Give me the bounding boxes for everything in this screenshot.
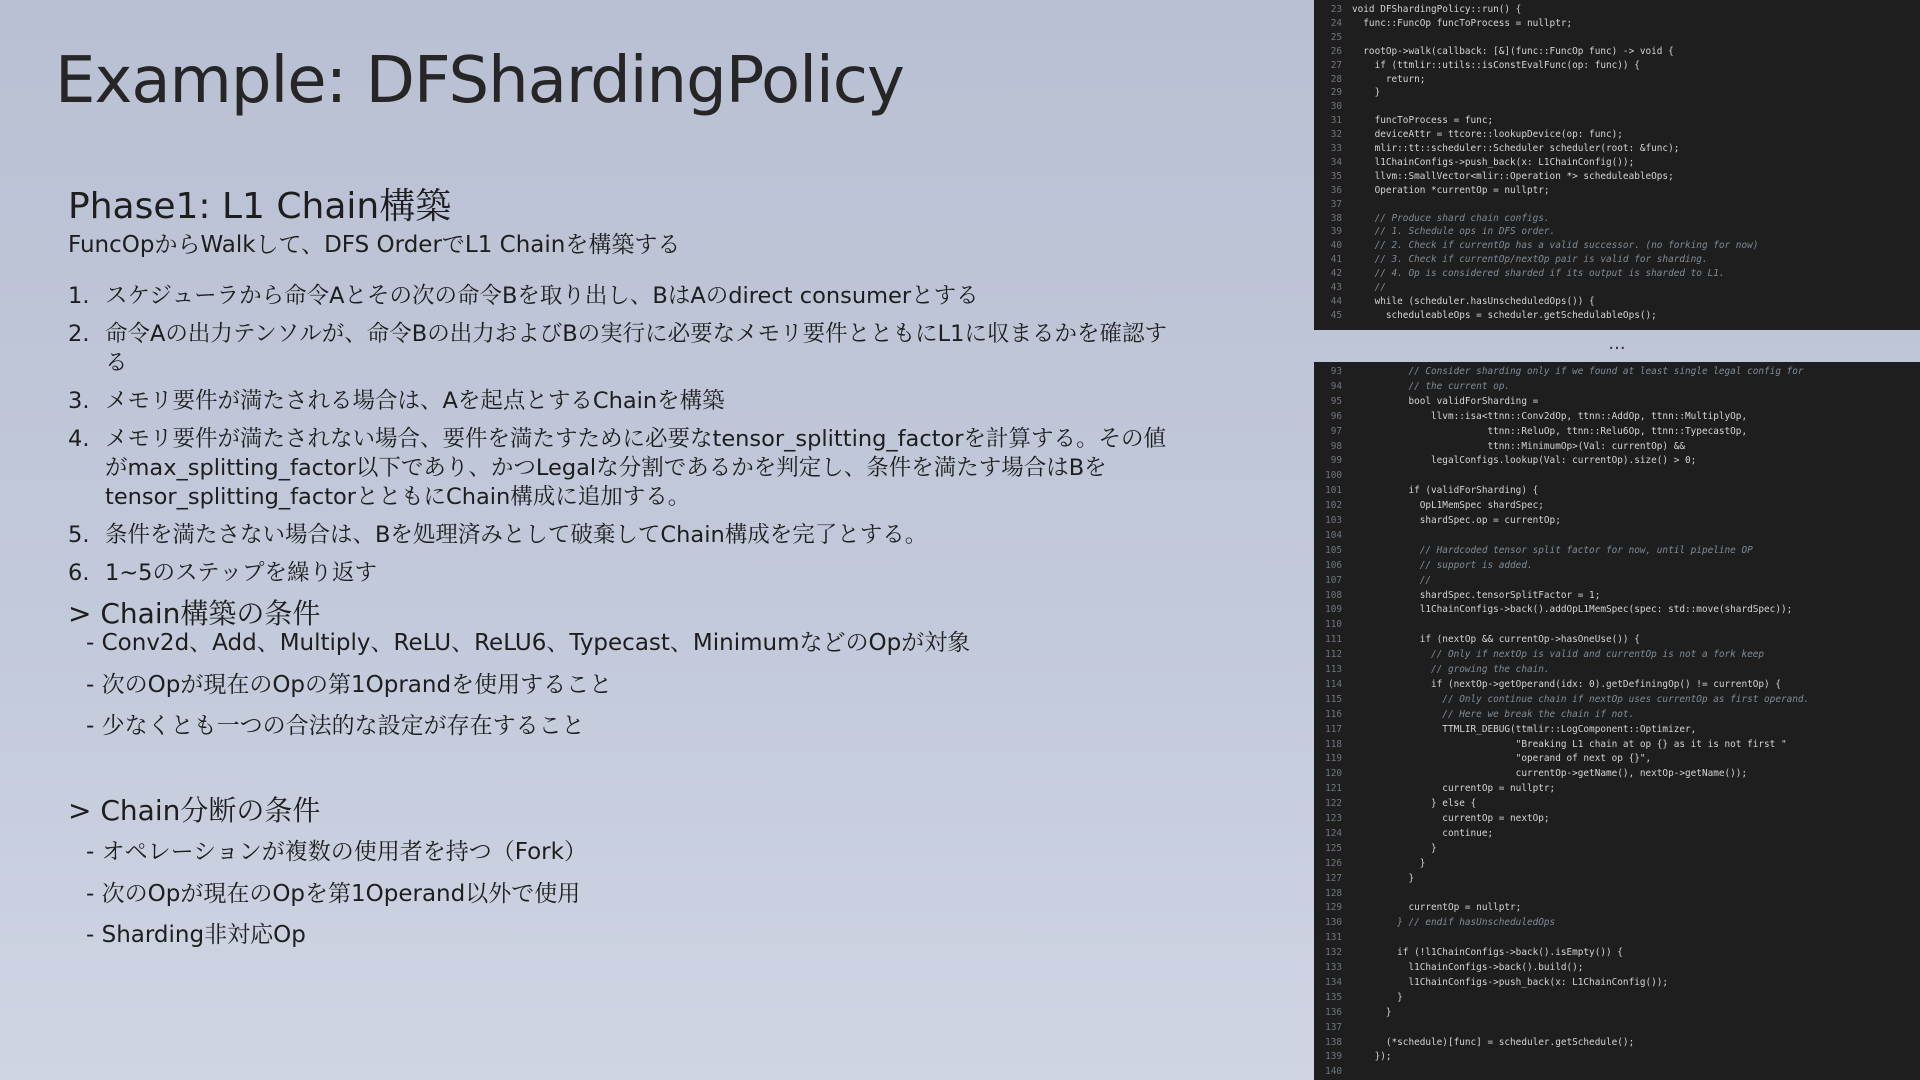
code-text: Operation *currentOp = nullptr; — [1352, 184, 1550, 196]
line-number: 44 — [1330, 295, 1342, 307]
line-number: 124 — [1325, 827, 1342, 839]
line-number: 138 — [1325, 1036, 1342, 1048]
code-line — [1314, 381, 1510, 392]
code-text: // 3. Check if currentOp/nextOp pair is valid for sharding. — [1352, 254, 1708, 266]
line-number: 113 — [1325, 664, 1342, 675]
line-number: 125 — [1325, 842, 1342, 854]
line-number: 94 — [1330, 380, 1342, 392]
code-line — [1314, 515, 1561, 526]
code-text: "operand of next op {}", — [1352, 753, 1652, 765]
code-text: mlir::tt::scheduler::Scheduler scheduler(root: &func); — [1352, 143, 1680, 154]
code-line — [1314, 590, 1600, 601]
code-line — [1314, 604, 1792, 615]
build-condition-item: - Conv2d、Add、Multiply、ReLU、ReLU6、Typecast、MinimumなどのOpが対象 — [86, 630, 971, 656]
code-text: if (ttmlir::utils::isConstEvalFunc(op: func)) { — [1352, 59, 1640, 71]
code-line — [1314, 858, 1425, 869]
code-line — [1314, 619, 1352, 630]
step-text: 命令Aの出力テンソルが、命令Bの出力およびBの実行に必要なメモリ要件とともにL1に収まるかを確認する — [105, 321, 1167, 376]
line-number: 98 — [1330, 440, 1342, 452]
line-number: 43 — [1330, 282, 1342, 293]
code-text: } — [1352, 1006, 1392, 1018]
code-text: (*schedule)[func] = scheduler.getSchedule(); — [1352, 1036, 1635, 1048]
line-number: 28 — [1330, 73, 1342, 85]
line-number: 112 — [1325, 649, 1342, 661]
break-condition-item: - 次のOpが現在のOpを第1Operand以外で使用 — [86, 880, 581, 907]
line-number: 97 — [1330, 425, 1342, 437]
break-condition-item: - Sharding非対応Op — [86, 922, 306, 948]
line-number: 108 — [1325, 589, 1342, 601]
line-number: 99 — [1330, 455, 1342, 467]
code-line — [1314, 199, 1352, 210]
line-number: 131 — [1325, 932, 1342, 944]
code-line — [1314, 4, 1521, 15]
code-line — [1314, 143, 1679, 154]
build-conditions-heading: > Chain構築の条件 — [68, 597, 321, 630]
line-number: 110 — [1325, 619, 1342, 631]
code-line — [1314, 87, 1380, 98]
line-number: 135 — [1325, 991, 1342, 1003]
line-number: 30 — [1330, 101, 1342, 113]
line-number: 116 — [1325, 708, 1342, 720]
build-condition-item: - 次のOpが現在のOpの第1Oprandを使用すること — [86, 671, 613, 698]
line-number: 24 — [1330, 17, 1342, 29]
code-line — [1314, 455, 1696, 466]
step-text: 1~5のステップを繰り返す — [105, 560, 378, 586]
break-conditions-list — [86, 832, 587, 957]
code-line — [1314, 282, 1386, 293]
line-number: 101 — [1325, 485, 1342, 497]
code-text: }); — [1352, 1051, 1392, 1063]
phase-heading: Phase1: L1 Chain構築 — [68, 186, 452, 227]
code-text: if (nextOp && currentOp->hasOneUse()) { — [1352, 634, 1640, 646]
code-line — [1314, 470, 1352, 481]
line-number: 42 — [1330, 268, 1342, 280]
code-line — [1314, 240, 1758, 251]
code-line — [1314, 101, 1352, 112]
code-text: OpL1MemSpec shardSpec; — [1352, 500, 1544, 512]
step-item — [68, 521, 1188, 550]
code-text: deviceAttr = ttcore::lookupDevice(op: func); — [1352, 129, 1623, 141]
code-line — [1314, 32, 1352, 43]
code-text: } — [1352, 842, 1437, 854]
line-number: 126 — [1325, 857, 1342, 869]
code-line — [1314, 694, 1809, 705]
code-text: // growing the chain. — [1352, 664, 1550, 675]
line-number: 38 — [1330, 212, 1342, 224]
line-number: 134 — [1325, 976, 1342, 988]
code-text: // Hardcoded tensor split factor for now, until pipeline OP — [1352, 544, 1753, 556]
line-number: 41 — [1330, 254, 1342, 266]
code-text: if (nextOp->getOperand(idx: 0).getDefiningOp() != currentOp) { — [1352, 678, 1781, 690]
code-text: bool validForSharding = — [1352, 395, 1539, 407]
code-text: } — [1352, 87, 1381, 99]
code-text: // Consider sharding only if we found at least single legal config for — [1352, 366, 1804, 377]
build-conditions-list — [86, 623, 970, 748]
code-text: ttnn::ReluOp, ttnn::Relu6Op, ttnn::TypecastOp, — [1352, 425, 1748, 437]
line-number: 107 — [1325, 574, 1342, 586]
code-text: // Only continue chain if nextOp uses currentOp as first operand. — [1352, 693, 1810, 705]
line-number: 36 — [1330, 184, 1342, 196]
step-number: 1. — [68, 283, 90, 309]
code-line — [1314, 888, 1352, 899]
code-line — [1314, 962, 1583, 973]
code-line — [1314, 560, 1533, 571]
code-line — [1314, 843, 1437, 854]
code-line — [1314, 441, 1685, 452]
code-ellipsis: ... — [1608, 333, 1626, 354]
code-text: "Breaking L1 chain at op {} as it is not first " — [1352, 738, 1787, 750]
code-line — [1314, 426, 1747, 437]
code-line — [1314, 46, 1674, 57]
code-line — [1314, 310, 1657, 321]
code-line — [1314, 530, 1352, 541]
code-text: currentOp = nextOp; — [1352, 813, 1550, 824]
step-item — [68, 282, 1188, 311]
line-number: 105 — [1325, 544, 1342, 556]
code-text: } — [1352, 872, 1415, 884]
code-line — [1314, 724, 1696, 735]
line-number: 35 — [1330, 170, 1342, 182]
code-line — [1314, 226, 1555, 237]
line-number: 133 — [1325, 962, 1342, 973]
code-line — [1314, 679, 1781, 690]
code-line — [1314, 649, 1764, 660]
code-text: } — [1352, 991, 1403, 1003]
line-number: 104 — [1325, 529, 1342, 541]
line-number: 132 — [1325, 947, 1342, 959]
line-number: 102 — [1325, 500, 1342, 512]
code-line — [1314, 813, 1550, 824]
line-number: 37 — [1330, 198, 1342, 210]
code-line — [1314, 977, 1668, 988]
line-number: 122 — [1325, 798, 1342, 810]
code-line — [1314, 709, 1634, 720]
code-line — [1314, 485, 1538, 496]
step-item — [68, 425, 1188, 512]
step-text: スケジューラから命令Aとその次の命令Bを取り出し、BはAのdirect consumerとする — [105, 283, 979, 309]
line-number: 106 — [1325, 559, 1342, 571]
code-text: funcToProcess = func; — [1352, 115, 1494, 127]
code-line — [1314, 545, 1753, 556]
code-line — [1314, 768, 1747, 779]
code-line — [1314, 396, 1538, 407]
line-number: 111 — [1325, 634, 1342, 646]
code-text: TTMLIR_DEBUG(ttmlir::LogComponent::Optimizer, — [1352, 723, 1697, 735]
code-text: } else { — [1352, 798, 1477, 810]
code-line — [1314, 783, 1555, 794]
code-line — [1314, 115, 1493, 126]
line-number: 109 — [1325, 604, 1342, 616]
code-text: if (validForSharding) { — [1352, 485, 1539, 497]
code-text: // 4. Op is considered sharded if its output is sharded to L1. — [1352, 268, 1725, 280]
code-line — [1314, 74, 1425, 85]
line-number: 117 — [1325, 723, 1342, 735]
line-number: 33 — [1330, 143, 1342, 154]
line-number: 120 — [1325, 768, 1342, 780]
line-number: 128 — [1325, 887, 1342, 899]
line-number: 114 — [1325, 678, 1342, 690]
code-text: currentOp = nullptr; — [1352, 902, 1522, 914]
line-number: 129 — [1325, 902, 1342, 914]
line-number: 45 — [1330, 309, 1342, 321]
code-text: rootOp->walk(callback: [&](func::FuncOp func) -> void { — [1352, 45, 1674, 57]
code-text: ttnn::MinimumOp>(Val: currentOp) && — [1352, 440, 1686, 452]
code-text: l1ChainConfigs->back().addOpL1MemSpec(spec: std::move(shardSpec)); — [1352, 604, 1793, 616]
code-line — [1314, 60, 1640, 71]
step-text: メモリ要件が満たされる場合は、Aを起点とするChainを構築 — [105, 388, 725, 414]
line-number: 119 — [1325, 753, 1342, 765]
code-text: // Produce shard chain configs. — [1352, 212, 1550, 224]
code-line — [1314, 575, 1431, 586]
line-number: 95 — [1330, 395, 1342, 407]
code-text: llvm::SmallVector<mlir::Operation *> scheduleableOps; — [1352, 170, 1674, 182]
code-line — [1314, 1051, 1392, 1062]
code-text: } — [1352, 857, 1426, 869]
code-text: l1ChainConfigs->push_back(x: L1ChainConfig()); — [1352, 976, 1669, 988]
line-number: 25 — [1330, 31, 1342, 43]
code-line — [1314, 129, 1623, 140]
step-text: 条件を満たさない場合は、Bを処理済みとして破棄してChain構成を完了とする。 — [105, 522, 928, 548]
code-line — [1314, 902, 1521, 913]
line-number: 27 — [1330, 59, 1342, 71]
line-number: 103 — [1325, 515, 1342, 526]
code-line — [1314, 254, 1708, 265]
step-item — [68, 559, 1188, 588]
step-number: 3. — [68, 388, 90, 414]
line-number: 40 — [1330, 240, 1342, 252]
code-line — [1314, 798, 1476, 809]
code-text: continue; — [1352, 827, 1494, 839]
code-line — [1314, 1037, 1634, 1048]
line-number: 96 — [1330, 410, 1342, 422]
code-text: return; — [1352, 73, 1426, 85]
code-text: currentOp = nullptr; — [1352, 783, 1556, 795]
code-text: l1ChainConfigs->back().build(); — [1352, 962, 1584, 973]
line-number: 26 — [1330, 45, 1342, 57]
code-text: void DFShardingPolicy::run() { — [1352, 4, 1522, 15]
step-list — [68, 282, 1188, 597]
code-line — [1314, 185, 1550, 196]
code-text: // — [1352, 282, 1386, 293]
code-line — [1314, 739, 1787, 750]
code-text: func::FuncOp funcToProcess = nullptr; — [1352, 17, 1573, 29]
line-number: 31 — [1330, 115, 1342, 127]
code-text: // Here we break the chain if not. — [1352, 708, 1635, 720]
code-text: // 2. Check if currentOp has a valid successor. (no forking for now) — [1352, 240, 1759, 252]
code-line — [1314, 171, 1674, 182]
phase-subtitle: FuncOpからWalkして、DFS OrderでL1 Chainを構築する — [68, 232, 681, 258]
line-number: 100 — [1325, 470, 1342, 482]
code-line — [1314, 1007, 1392, 1018]
code-line — [1314, 1022, 1352, 1033]
line-number: 136 — [1325, 1006, 1342, 1018]
line-number: 93 — [1330, 366, 1342, 377]
line-number: 130 — [1325, 917, 1342, 929]
line-number: 127 — [1325, 872, 1342, 884]
code-line — [1314, 753, 1651, 764]
code-line — [1314, 947, 1623, 958]
code-line — [1314, 18, 1572, 29]
code-line — [1314, 157, 1634, 168]
line-number: 139 — [1325, 1051, 1342, 1063]
code-text: shardSpec.op = currentOp; — [1352, 515, 1561, 526]
code-text: legalConfigs.lookup(Val: currentOp).size() > 0; — [1352, 455, 1697, 467]
code-text: while (scheduler.hasUnscheduledOps()) { — [1352, 295, 1595, 307]
code-text: llvm::isa<ttnn::Conv2dOp, ttnn::AddOp, ttnn::MultiplyOp, — [1352, 410, 1748, 422]
line-number: 137 — [1325, 1021, 1342, 1033]
code-text: if (!l1ChainConfigs->back().isEmpty()) { — [1352, 947, 1623, 959]
break-conditions-heading: > Chain分断の条件 — [68, 794, 321, 827]
line-number: 140 — [1325, 1066, 1342, 1078]
line-number: 115 — [1325, 693, 1342, 705]
line-number: 118 — [1325, 738, 1342, 750]
code-line — [1314, 296, 1595, 307]
step-number: 4. — [68, 426, 90, 452]
code-line — [1314, 500, 1544, 511]
code-text: scheduleableOps = scheduler.getSchedulableOps(); — [1352, 309, 1657, 321]
line-number: 34 — [1330, 156, 1342, 168]
code-line — [1314, 992, 1403, 1003]
step-text: メモリ要件が満たされない場合、要件を満たすために必要なtensor_splitting_factorを計算する。その値がmax_splitting_factor以下であり、かつLegalな分割であるかを判定し、条件を満たす場合はBをtensor_splitting_factorとともにChain構成に追加する。 — [105, 426, 1167, 510]
code-line — [1314, 828, 1493, 839]
step-number: 2. — [68, 321, 90, 347]
line-number: 29 — [1330, 87, 1342, 99]
code-text: l1ChainConfigs->push_back(x: L1ChainConfig()); — [1352, 156, 1635, 168]
code-text: } // endif hasUnscheduledOps — [1352, 917, 1556, 929]
code-line — [1314, 634, 1640, 645]
code-line — [1314, 366, 1804, 377]
code-text: // 1. Schedule ops in DFS order. — [1352, 226, 1556, 238]
line-number: 32 — [1330, 129, 1342, 141]
code-text: // — [1352, 574, 1432, 586]
code-line — [1314, 932, 1352, 943]
line-number: 121 — [1325, 783, 1342, 795]
code-line — [1314, 1066, 1352, 1077]
code-line — [1314, 664, 1550, 675]
code-text: currentOp->getName(), nextOp->getName()); — [1352, 768, 1748, 780]
code-screenshot-bottom — [1314, 362, 1920, 1080]
code-line — [1314, 411, 1747, 422]
code-screenshot-top — [1314, 0, 1920, 330]
build-condition-item: - 少なくとも一つの合法的な設定が存在すること — [86, 713, 585, 739]
code-line — [1314, 213, 1550, 224]
code-text: // support is added. — [1352, 559, 1533, 571]
step-item — [68, 320, 1188, 378]
step-number: 6. — [68, 560, 90, 586]
step-item — [68, 387, 1188, 416]
line-number: 123 — [1325, 813, 1342, 824]
code-text: shardSpec.tensorSplitFactor = 1; — [1352, 589, 1601, 601]
break-condition-item: - オペレーションが複数の使用者を持つ（Fork） — [86, 839, 587, 865]
code-text: // the current op. — [1352, 380, 1511, 392]
code-text: // Only if nextOp is valid and currentOp is not a fork keep — [1352, 649, 1765, 661]
code-line — [1314, 268, 1725, 279]
slide-title: Example: DFShardingPolicy — [55, 44, 904, 118]
line-number: 39 — [1330, 226, 1342, 238]
step-number: 5. — [68, 522, 90, 548]
line-number: 23 — [1330, 4, 1342, 15]
code-line — [1314, 873, 1414, 884]
code-line — [1314, 917, 1555, 928]
